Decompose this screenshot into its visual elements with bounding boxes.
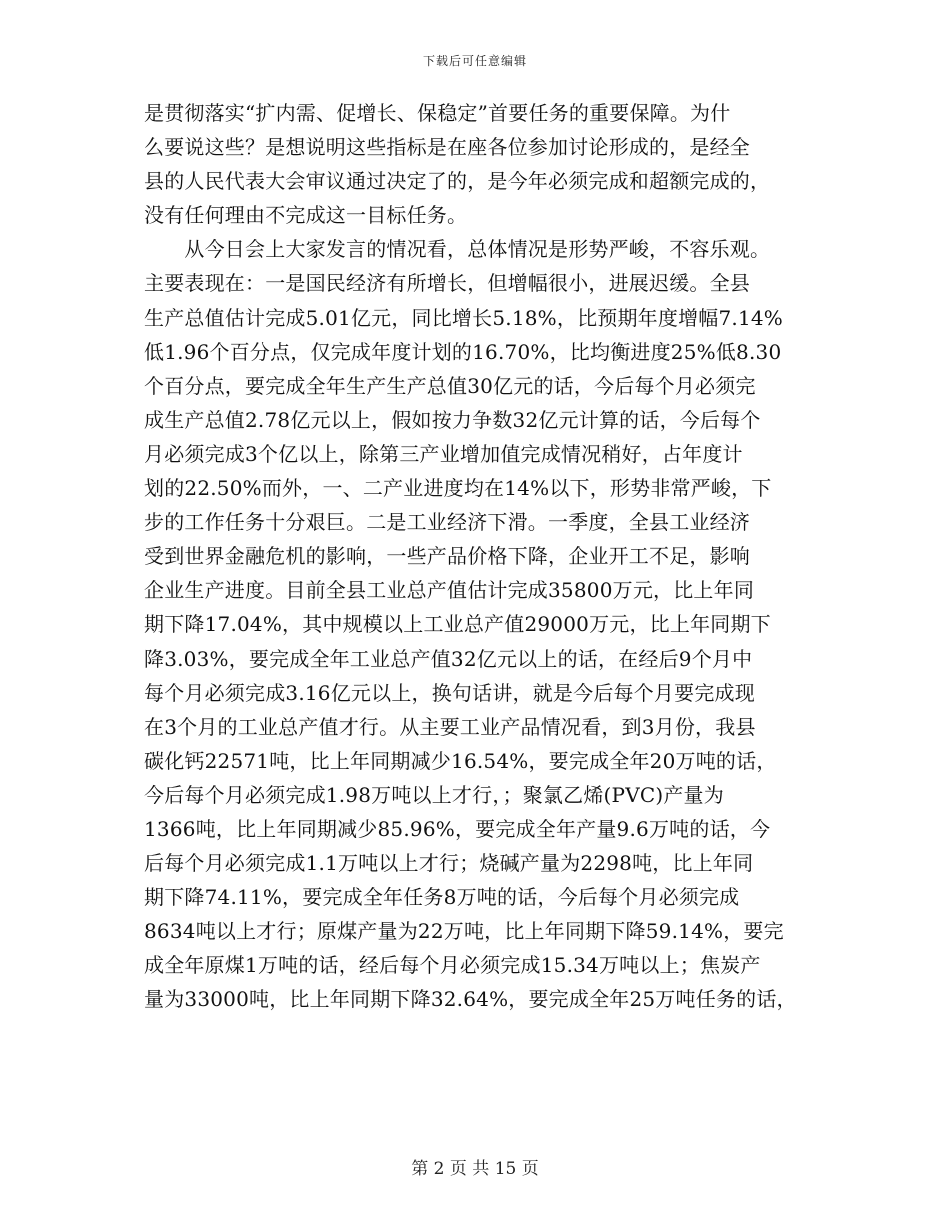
text-line: 没有任何理由不完成这一目标任务。: [144, 203, 468, 228]
text-line: 从今日会上大家发言的情况看，总体情况是形势严峻，不容乐观。: [144, 237, 771, 262]
text-line: 期下降17.04%，其中规模以上工业总产值29000万元，比上年同期下: [144, 612, 771, 637]
page-number: 第 2 页 共 15 页: [411, 1159, 539, 1179]
text-line: 量为33000吨，比上年同期下降32.64%，要完成全年25万吨任务的话，: [144, 987, 797, 1012]
document-body: [144, 96, 820, 1017]
text-line: 个百分点，要完成全年生产生产总值30亿元的话，今后每个月必须完: [144, 373, 756, 398]
text-line: 是贯彻落实“扩内需、促增长、保稳定”首要任务的重要保障。为什: [144, 101, 731, 125]
text-line: 县的人民代表大会审议通过决定了的，是今年必须完成和超额完成的，: [144, 169, 771, 194]
text-line: 后每个月必须完成1.1万吨以上才行；烧碱产量为2298吨，比上年同: [144, 851, 754, 876]
text-line: 碳化钙22571吨，比上年同期减少16.54%，要完成全年20万吨的话，: [144, 748, 777, 773]
text-line: 低1.96个百分点，仅完成年度计划的16.70%，比均衡进度25%低8.30: [144, 339, 782, 364]
text-line: 受到世界金融危机的影响，一些产品价格下降，企业开工不足，影响: [144, 544, 750, 569]
text-line: 生产总值估计完成5.01亿元，同比增长5.18%，比预期年度增幅7.14%: [144, 305, 784, 330]
text-line: 步的工作任务十分艰巨。二是工业经济下滑。一季度，全县工业经济: [144, 510, 750, 535]
text-line: 每个月必须完成3.16亿元以上，换句话讲，就是今后每个月要完成现: [144, 680, 755, 705]
page-header: 下载后可任意编辑: [422, 54, 527, 68]
text-line: 主要表现在：一是国民经济有所增长，但增幅很小，进展迟缓。全县: [144, 271, 750, 296]
text-line: 期下降74.11%，要完成全年任务8万吨的话，今后每个月必须完成: [144, 885, 740, 910]
text-line: 8634吨以上才行；原煤产量为22万吨，比上年同期下降59.14%，要完: [144, 919, 784, 944]
text-line: 划的22.50%而外，一、二产业进度均在14%以下，形势非常严峻，下: [144, 476, 772, 501]
text-line: 1366吨，比上年同期减少85.96%，要完成全年产量9.6万吨的话，今: [144, 816, 771, 841]
text-line: 么要说这些？是想说明这些指标是在座各位参加讨论形成的，是经全: [144, 135, 750, 160]
text-line: 企业生产进度。目前全县工业总产值估计完成35800万元，比上年同: [144, 578, 755, 603]
text-line: 降3.03%，要完成全年工业总产值32亿元以上的话，在经后9个月中: [144, 646, 753, 671]
text-line: 今后每个月必须完成1.98万吨以上才行，；聚氯乙烯(PVC)产量为: [144, 782, 724, 807]
text-line: 月必须完成3个亿以上，除第三产业增加值完成情况稍好，占年度计: [144, 441, 743, 466]
text-line: 成生产总值2.78亿元以上，假如按力争数32亿元计算的话，今后每个: [144, 407, 761, 432]
text-line: 成全年原煤1万吨的话，经后每个月必须完成15.34万吨以上；焦炭产: [144, 953, 761, 978]
text-line: 在3个月的工业总产值才行。从主要工业产品情况看，到3月份，我县: [144, 714, 756, 739]
